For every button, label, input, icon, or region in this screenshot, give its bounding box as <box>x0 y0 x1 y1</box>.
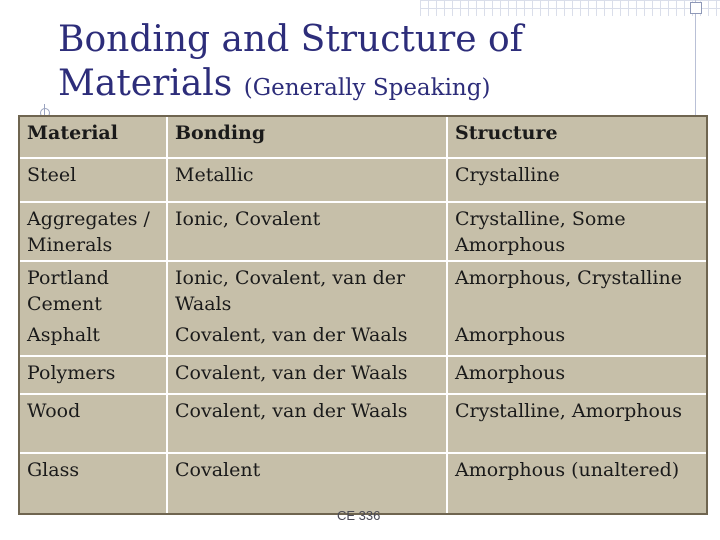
cell-structure: Crystalline <box>448 159 706 203</box>
cell-structure: Amorphous <box>448 357 706 395</box>
table-row <box>20 357 706 395</box>
cell-bonding: Covalent, van der Waals <box>168 395 448 454</box>
table-row <box>20 262 706 319</box>
table-row <box>20 454 706 513</box>
table-row <box>20 203 706 262</box>
cell-structure: Crystalline, Amorphous <box>448 395 706 454</box>
cell-bonding: Ionic, Covalent, van der Waals <box>168 262 448 319</box>
cell-material: Steel <box>20 159 168 203</box>
cell-bonding: Ionic, Covalent <box>168 203 448 262</box>
footer-course-code: CE 336 <box>337 508 381 523</box>
cell-material: Aggregates / Minerals <box>20 203 168 262</box>
header-material: Material <box>20 117 168 159</box>
cell-material: Polymers <box>20 357 168 395</box>
header-structure: Structure <box>448 117 706 159</box>
decorative-right-rule <box>695 0 696 120</box>
table-row <box>20 159 706 203</box>
cell-material: Portland Cement <box>20 262 168 319</box>
cell-structure: Crystalline, Some Amorphous <box>448 203 706 262</box>
cell-material: Asphalt <box>20 319 168 357</box>
cell-material: Wood <box>20 395 168 454</box>
cell-structure: Amorphous <box>448 319 706 357</box>
cell-bonding: Covalent <box>168 454 448 513</box>
materials-table <box>18 115 708 515</box>
decorative-grid-pattern <box>420 0 720 16</box>
slide-title <box>58 18 523 110</box>
cell-material: Glass <box>20 454 168 513</box>
slide-title-main: Materials <box>58 63 233 104</box>
slide-title-line1: Bonding and Structure of <box>58 19 523 60</box>
table-row <box>20 395 706 454</box>
cell-structure: Amorphous (unaltered) <box>448 454 706 513</box>
cell-bonding: Covalent, van der Waals <box>168 357 448 395</box>
cell-bonding: Metallic <box>168 159 448 203</box>
cell-bonding: Covalent, van der Waals <box>168 319 448 357</box>
decorative-square-icon <box>690 2 702 14</box>
slide-title-line2 <box>58 62 523 110</box>
table-row <box>20 319 706 357</box>
table-header-row <box>20 117 706 159</box>
slide-title-subtitle: (Generally Speaking) <box>243 75 491 101</box>
header-bonding: Bonding <box>168 117 448 159</box>
cell-structure: Amorphous, Crystalline <box>448 262 706 319</box>
